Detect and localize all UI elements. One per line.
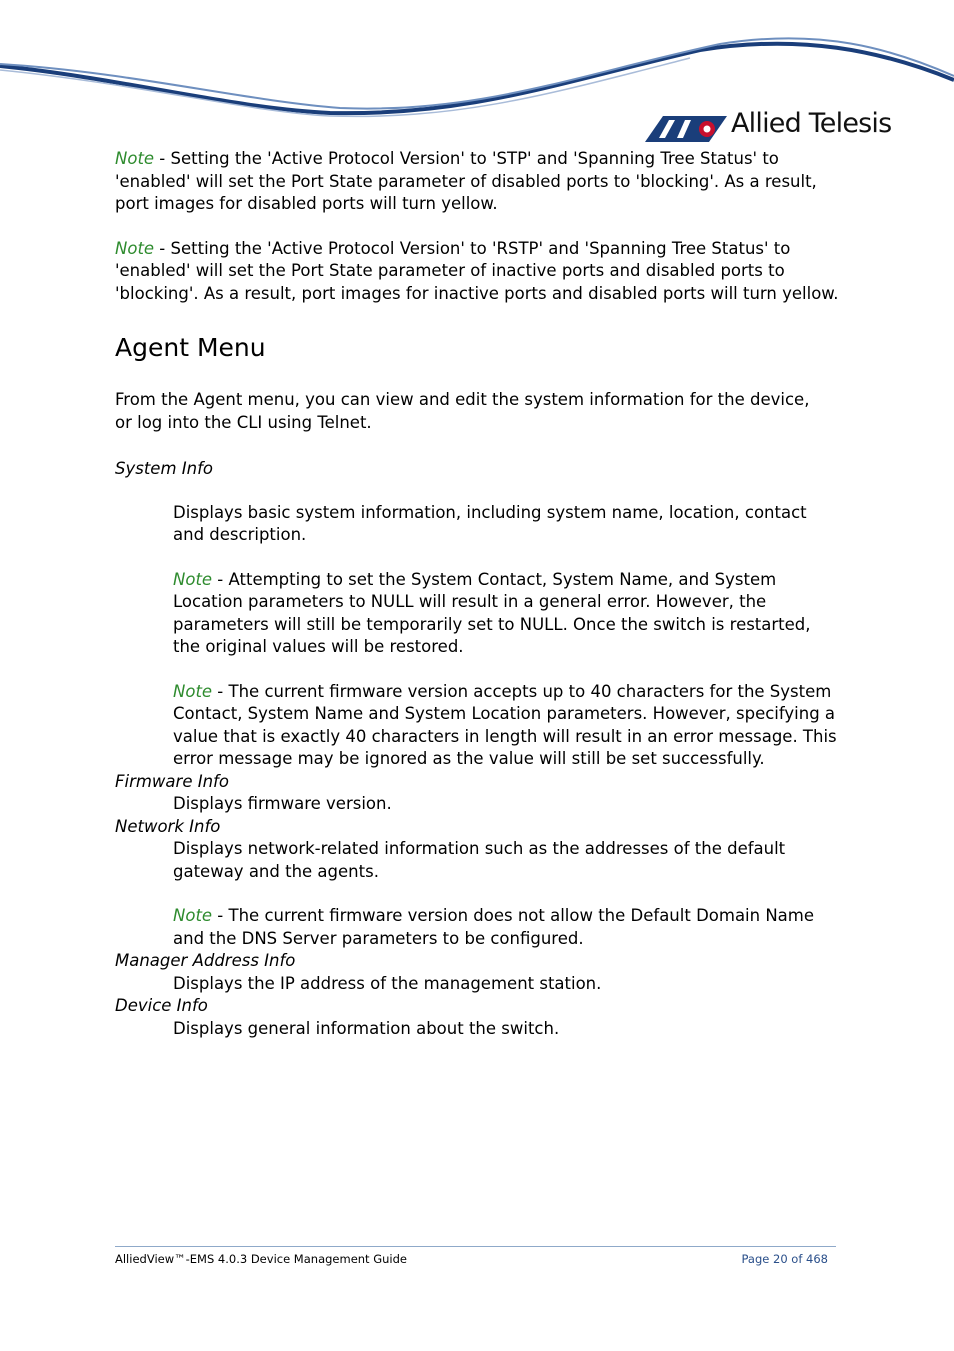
system-info-note-1 bbox=[173, 569, 840, 659]
footer-page-number: Page 20 of 468 bbox=[741, 1252, 828, 1266]
firmware-info-desc: Displays firmware version. bbox=[173, 794, 392, 813]
network-info-desc: Displays network-related information such as the addresses of the default gateway and the agents. bbox=[173, 839, 786, 881]
note-text: - Setting the 'Active Protocol Version' to 'STP' and 'Spanning Tree Status' to 'enabled' will set the Port State parameter of disabled ports to 'blocking'. As a result, port images for disabled ports will turn yellow. bbox=[115, 149, 817, 213]
note-text: - Attempting to set the System Contact, System Name, and System Location parameters to NULL will result in a general error. However, the parameters will still be temporarily set to NULL. Once the switch is restarted, the original values will be restored. bbox=[173, 569, 811, 656]
section-heading: Agent Menu bbox=[115, 333, 266, 362]
page-content bbox=[115, 148, 840, 1040]
intro-paragraph bbox=[115, 389, 840, 434]
note-paragraph bbox=[115, 238, 840, 306]
note-text: - Setting the 'Active Protocol Version' to 'RSTP' and 'Spanning Tree Status' to 'enabled' will set the Port State parameter of inactive ports and disabled ports to 'blocking'. As a result, port images for inactive ports and disabled ports will turn yellow. bbox=[115, 238, 839, 303]
note-label: Note bbox=[173, 906, 213, 925]
manager-address-info-title: Manager Address Info bbox=[115, 951, 296, 970]
system-info-title: System Info bbox=[115, 459, 214, 478]
note-text: - The current firmware version accepts up to 40 characters for the System Contact, System Name and System Location parameters. However, specifying a value that is exactly 40 characters in length will result in an error message. This error message may be ignored as the value will still be set successfully. bbox=[173, 681, 837, 768]
system-info-desc: Displays basic system information, including system name, location, contact and description. bbox=[173, 502, 807, 544]
device-info-title: Device Info bbox=[115, 996, 208, 1015]
manager-address-info-desc: Displays the IP address of the management station. bbox=[173, 973, 602, 993]
intro-line-1: From the Agent menu, you can view and edit the system information for the device, bbox=[115, 390, 810, 409]
logo-mark-icon bbox=[645, 116, 727, 142]
logo-text: Allied Telesis bbox=[731, 108, 892, 139]
note-label: Note bbox=[115, 238, 155, 258]
device-info-desc: Displays general information about the switch. bbox=[173, 1018, 560, 1038]
note-paragraph bbox=[115, 148, 840, 216]
note-text: - The current firmware version does not allow the Default Domain Name and the DNS Server parameters to be configured. bbox=[173, 906, 815, 948]
intro-line-2: or log into the CLI using Telnet. bbox=[115, 412, 372, 432]
note-label: Note bbox=[173, 681, 213, 701]
note-label: Note bbox=[173, 569, 213, 589]
allied-telesis-logo bbox=[645, 108, 905, 148]
footer-divider bbox=[115, 1246, 836, 1247]
system-info-note-2 bbox=[173, 681, 840, 771]
network-info-note bbox=[173, 905, 840, 950]
firmware-info-title: Firmware Info bbox=[115, 771, 229, 791]
note-label: Note bbox=[115, 149, 155, 168]
footer-doc-title: AlliedView™-EMS 4.0.3 Device Management Guide bbox=[115, 1252, 407, 1266]
network-info-title: Network Info bbox=[115, 816, 221, 836]
